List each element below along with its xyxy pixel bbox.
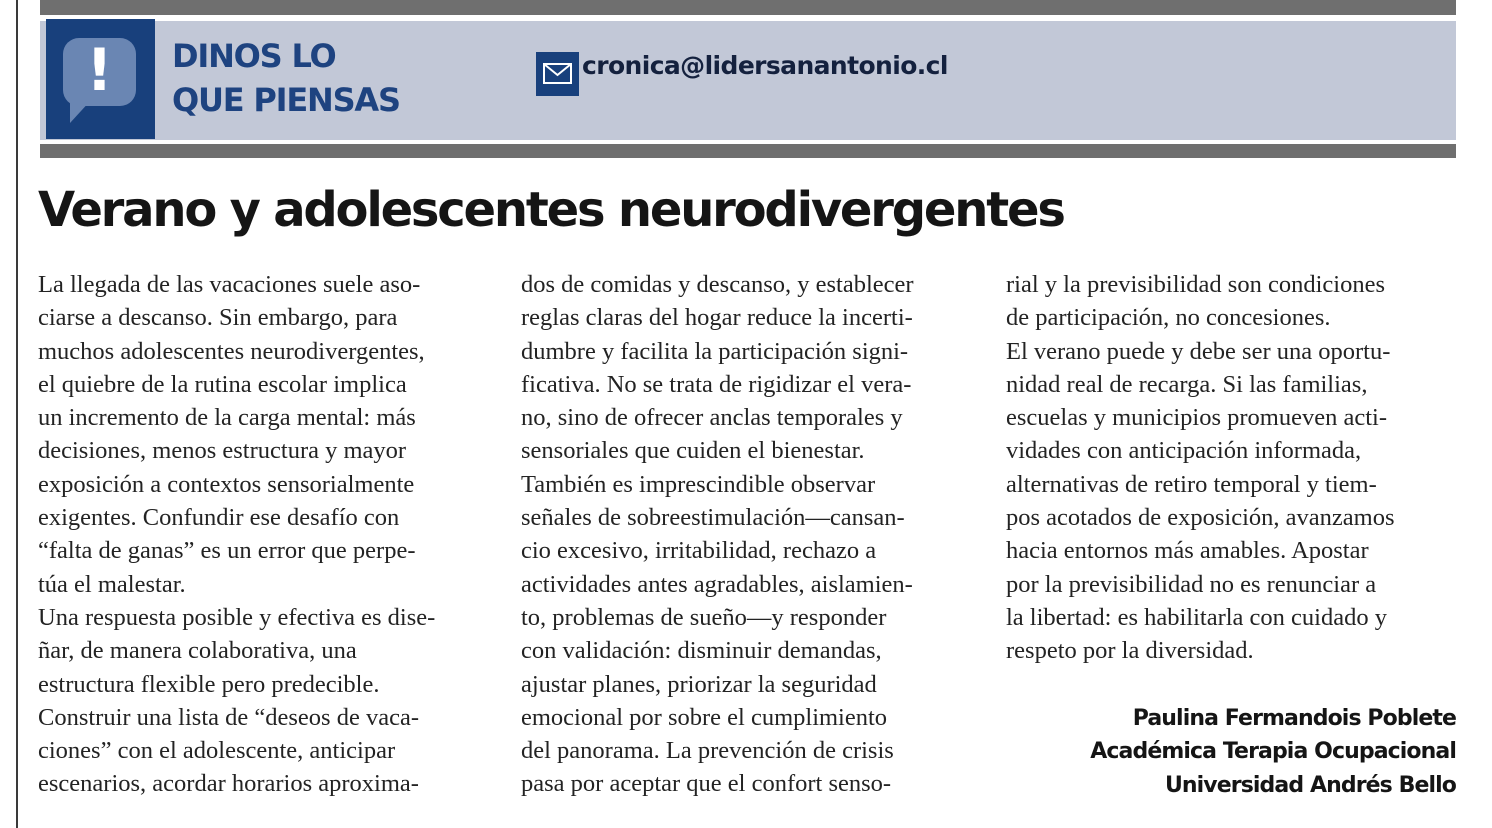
- article-line: por la previsibilidad no es renunciar a: [1006, 570, 1377, 598]
- article-line: dumbre y facilita la participación signi-: [521, 337, 909, 365]
- article-line: no, sino de ofrecer anclas temporales y: [521, 404, 903, 432]
- bottom-rule-bar: [40, 144, 1456, 158]
- article-line: También es imprescindible observar: [521, 470, 876, 498]
- article-line: de participación, no concesiones.: [1006, 304, 1331, 332]
- article-line: señales de sobreestimulación—cansan-: [521, 504, 905, 532]
- banner-title-line-1: DINOS LO: [172, 37, 336, 75]
- top-rule-bar: [40, 0, 1456, 15]
- article-line: ñar, de manera colaborativa, una: [38, 637, 357, 665]
- banner-icon-box: [46, 19, 155, 139]
- article-line: cio excesivo, irritabilidad, rechazo a: [521, 537, 877, 565]
- article-line: Construir una lista de “deseos de vaca-: [38, 703, 419, 731]
- banner-title-line-2: QUE PIENSAS: [172, 81, 400, 119]
- article-headline: Verano y adolescentes neurodivergentes: [38, 182, 1064, 238]
- article-line: to, problemas de sueño—y responder: [521, 603, 887, 631]
- article-line: ajustar planes, priorizar la seguridad: [521, 670, 877, 698]
- article-line: pasa por aceptar que el confort senso-: [521, 770, 892, 798]
- article-column-2: [521, 268, 973, 801]
- article-line: escuelas y municipios promueven acti-: [1006, 404, 1387, 432]
- exclamation-icon: !: [86, 36, 113, 104]
- article-line: La llegada de las vacaciones suele aso-: [38, 271, 421, 298]
- article-line: actividades antes agradables, aislamien-: [521, 570, 913, 598]
- article-line: pos acotados de exposición, avanzamos: [1006, 504, 1395, 532]
- article-line: El verano puede y debe ser una oportu-: [1006, 337, 1391, 365]
- article-line: túa el malestar.: [38, 570, 186, 598]
- article-line: un incremento de la carga mental: más: [38, 404, 416, 432]
- author-name: Paulina Fermandois Poblete: [1132, 706, 1456, 731]
- author-role: Académica Terapia Ocupacional: [1090, 739, 1456, 765]
- author-institution: Universidad Andrés Bello: [1164, 772, 1456, 798]
- article-line: “falta de ganas” es un error que perpe-: [38, 537, 416, 565]
- page-left-rule: [16, 0, 18, 828]
- article-line: vidades con anticipación informada,: [1006, 437, 1362, 465]
- article-line: rial y la previsibilidad son condiciones: [1006, 271, 1385, 298]
- article-line: Una respuesta posible y efectiva es dise-: [38, 603, 436, 631]
- article-line: la libertad: es habilitarla con cuidado y: [1006, 603, 1387, 631]
- envelope-icon: [536, 52, 579, 96]
- article-column-3: [1006, 268, 1458, 668]
- article-line: escenarios, acordar horarios aproxima-: [38, 770, 419, 798]
- article-line: decisiones, menos estructura y mayor: [38, 437, 407, 465]
- article-line: estructura flexible pero predecible.: [38, 670, 380, 698]
- article-line: con validación: disminuir demandas,: [521, 637, 882, 665]
- article-line: exposición a contextos sensorialmente: [38, 470, 415, 498]
- article-line: emocional por sobre el cumplimiento: [521, 703, 888, 731]
- article-line: dos de comidas y descanso, y establecer: [521, 271, 914, 298]
- article-line: nidad real de recarga. Si las familias,: [1006, 370, 1368, 398]
- article-line: respeto por la diversidad.: [1006, 637, 1254, 665]
- article-line: muchos adolescentes neurodivergentes,: [38, 337, 425, 365]
- article-line: del panorama. La prevención de crisis: [521, 737, 894, 765]
- article-column-1: [38, 268, 490, 801]
- author-byline: [1090, 702, 1456, 802]
- banner-title: [172, 34, 400, 122]
- article-line: ciarse a descanso. Sin embargo, para: [38, 304, 398, 332]
- article-line: ficativa. No se trata de rigidizar el vera-: [521, 370, 912, 398]
- article-line: hacia entornos más amables. Apostar: [1006, 537, 1369, 565]
- article-line: reglas claras del hogar reduce la incerti-: [521, 304, 913, 332]
- article-line: sensoriales que cuiden el bienestar.: [521, 437, 865, 465]
- article-line: el quiebre de la rutina escolar implica: [38, 370, 407, 398]
- contact-email[interactable]: cronica@lidersanantonio.cl: [582, 51, 948, 80]
- article-line: exigentes. Confundir ese desafío con: [38, 504, 400, 532]
- article-line: alternativas de retiro temporal y tiem-: [1006, 470, 1377, 498]
- article-line: ciones” con el adolescente, anticipar: [38, 737, 396, 765]
